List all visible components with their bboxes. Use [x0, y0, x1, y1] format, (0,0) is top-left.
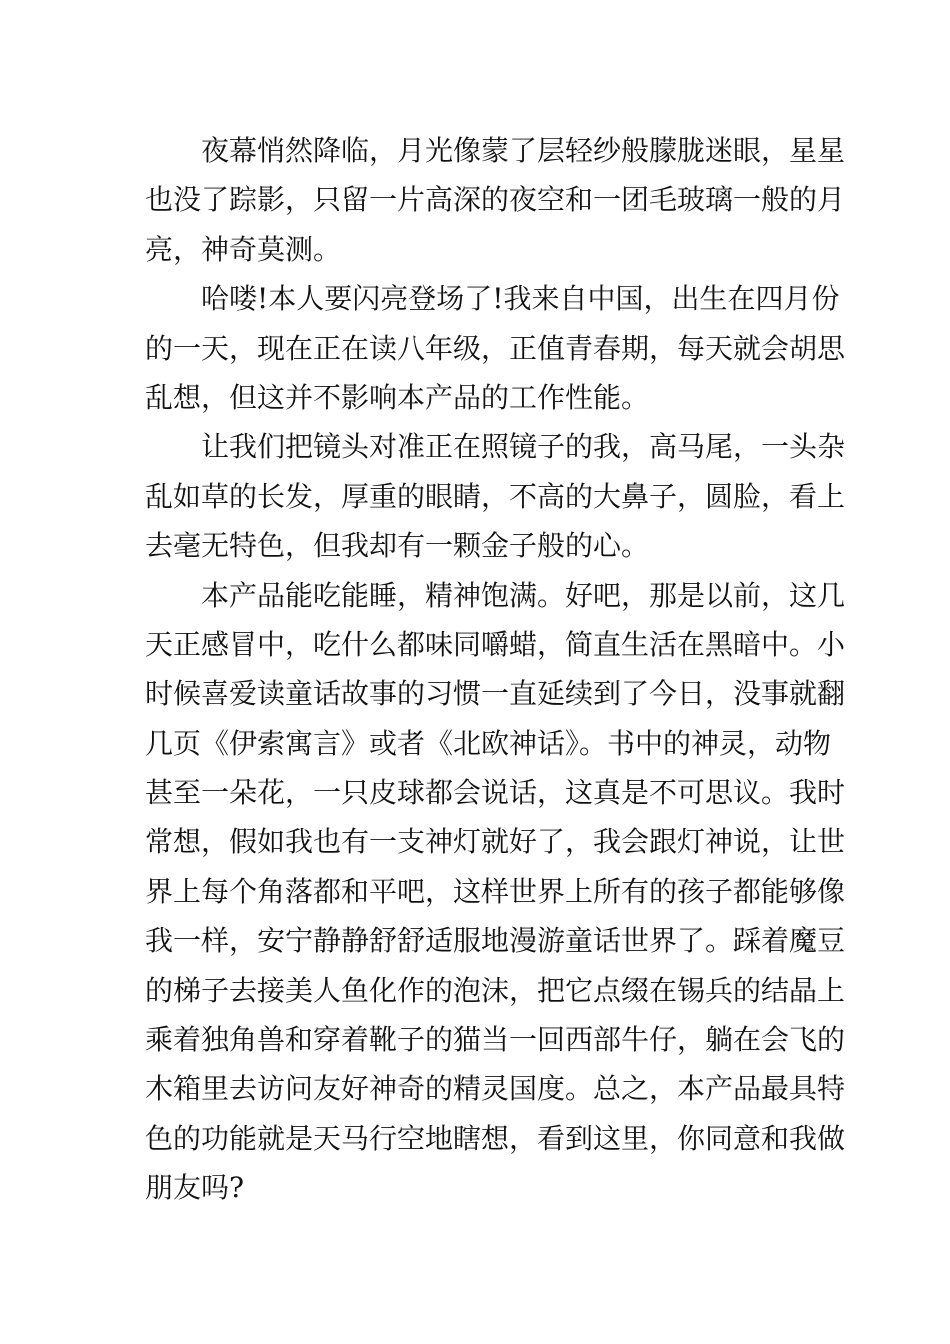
paragraph-4-line-4: 几页《伊索寓言》或者《北欧神话》。书中的神灵，动物: [145, 726, 832, 760]
paragraph-1-line-2: 也没了踪影，只留一片高深的夜空和一团毛玻璃一般的月: [145, 183, 846, 217]
paragraph-3-line-1: 让我们把镜头对准正在照镜子的我，高马尾，一头杂: [201, 430, 846, 464]
paragraph-4-line-11: 木箱里去访问友好神奇的精灵国度。总之，本产品最具特: [145, 1072, 846, 1106]
paragraph-4-line-3: 时候喜爱读童话故事的习惯一直延续到了今日，没事就翻: [145, 677, 846, 711]
paragraph-4-line-9: 的梯子去接美人鱼化作的泡沫，把它点缀在锡兵的结晶上: [145, 973, 846, 1007]
paragraph-4-line-5: 甚至一朵花，一只皮球都会说话，这真是不可思议。我时: [145, 776, 846, 810]
paragraph-4-line-13: 朋友吗?: [145, 1171, 245, 1205]
paragraph-4-line-6: 常想，假如我也有一支神灯就好了，我会跟灯神说，让世: [145, 825, 846, 859]
paragraph-1-line-1: 夜幕悄然降临，月光像蒙了层轻纱般朦胧迷眼，星星: [201, 134, 846, 167]
paragraph-3-line-3: 去毫无特色，但我却有一颗金子般的心。: [145, 529, 650, 563]
paragraph-2-line-3: 乱想，但这并不影响本产品的工作性能。: [145, 380, 650, 414]
essay-body: [145, 126, 846, 1213]
paragraph-4-line-10: 乘着独角兽和穿着靴子的猫当一回西部牛仔，躺在会飞的: [145, 1023, 846, 1057]
paragraph-4-line-8: 我一样，安宁静静舒舒适服地漫游童话世界了。踩着魔豆: [145, 924, 846, 958]
paragraph-4-line-7: 界上每个角落都和平吧，这样世界上所有的孩子都能够像: [145, 874, 846, 908]
paragraph-3-line-2: 乱如草的长发，厚重的眼睛，不高的大鼻子，圆脸，看上: [145, 479, 846, 513]
paragraph-4-line-12: 色的功能就是天马行空地瞎想，看到这里，你同意和我做: [145, 1121, 846, 1155]
paragraph-4-line-1: 本产品能吃能睡，精神饱满。好吧，那是以前，这几: [201, 578, 846, 612]
paragraph-2-line-1: 哈喽!本人要闪亮登场了!我来自中国，出生在四月份: [201, 282, 840, 316]
paragraph-1-line-3: 亮，神奇莫测。: [145, 232, 342, 266]
paragraph-4-line-2: 天正感冒中，吃什么都味同嚼蜡，简直生活在黑暗中。小: [145, 627, 846, 661]
paragraph-2-line-2: 的一天，现在正在读八年级，正值青春期，每天就会胡思: [145, 331, 846, 365]
